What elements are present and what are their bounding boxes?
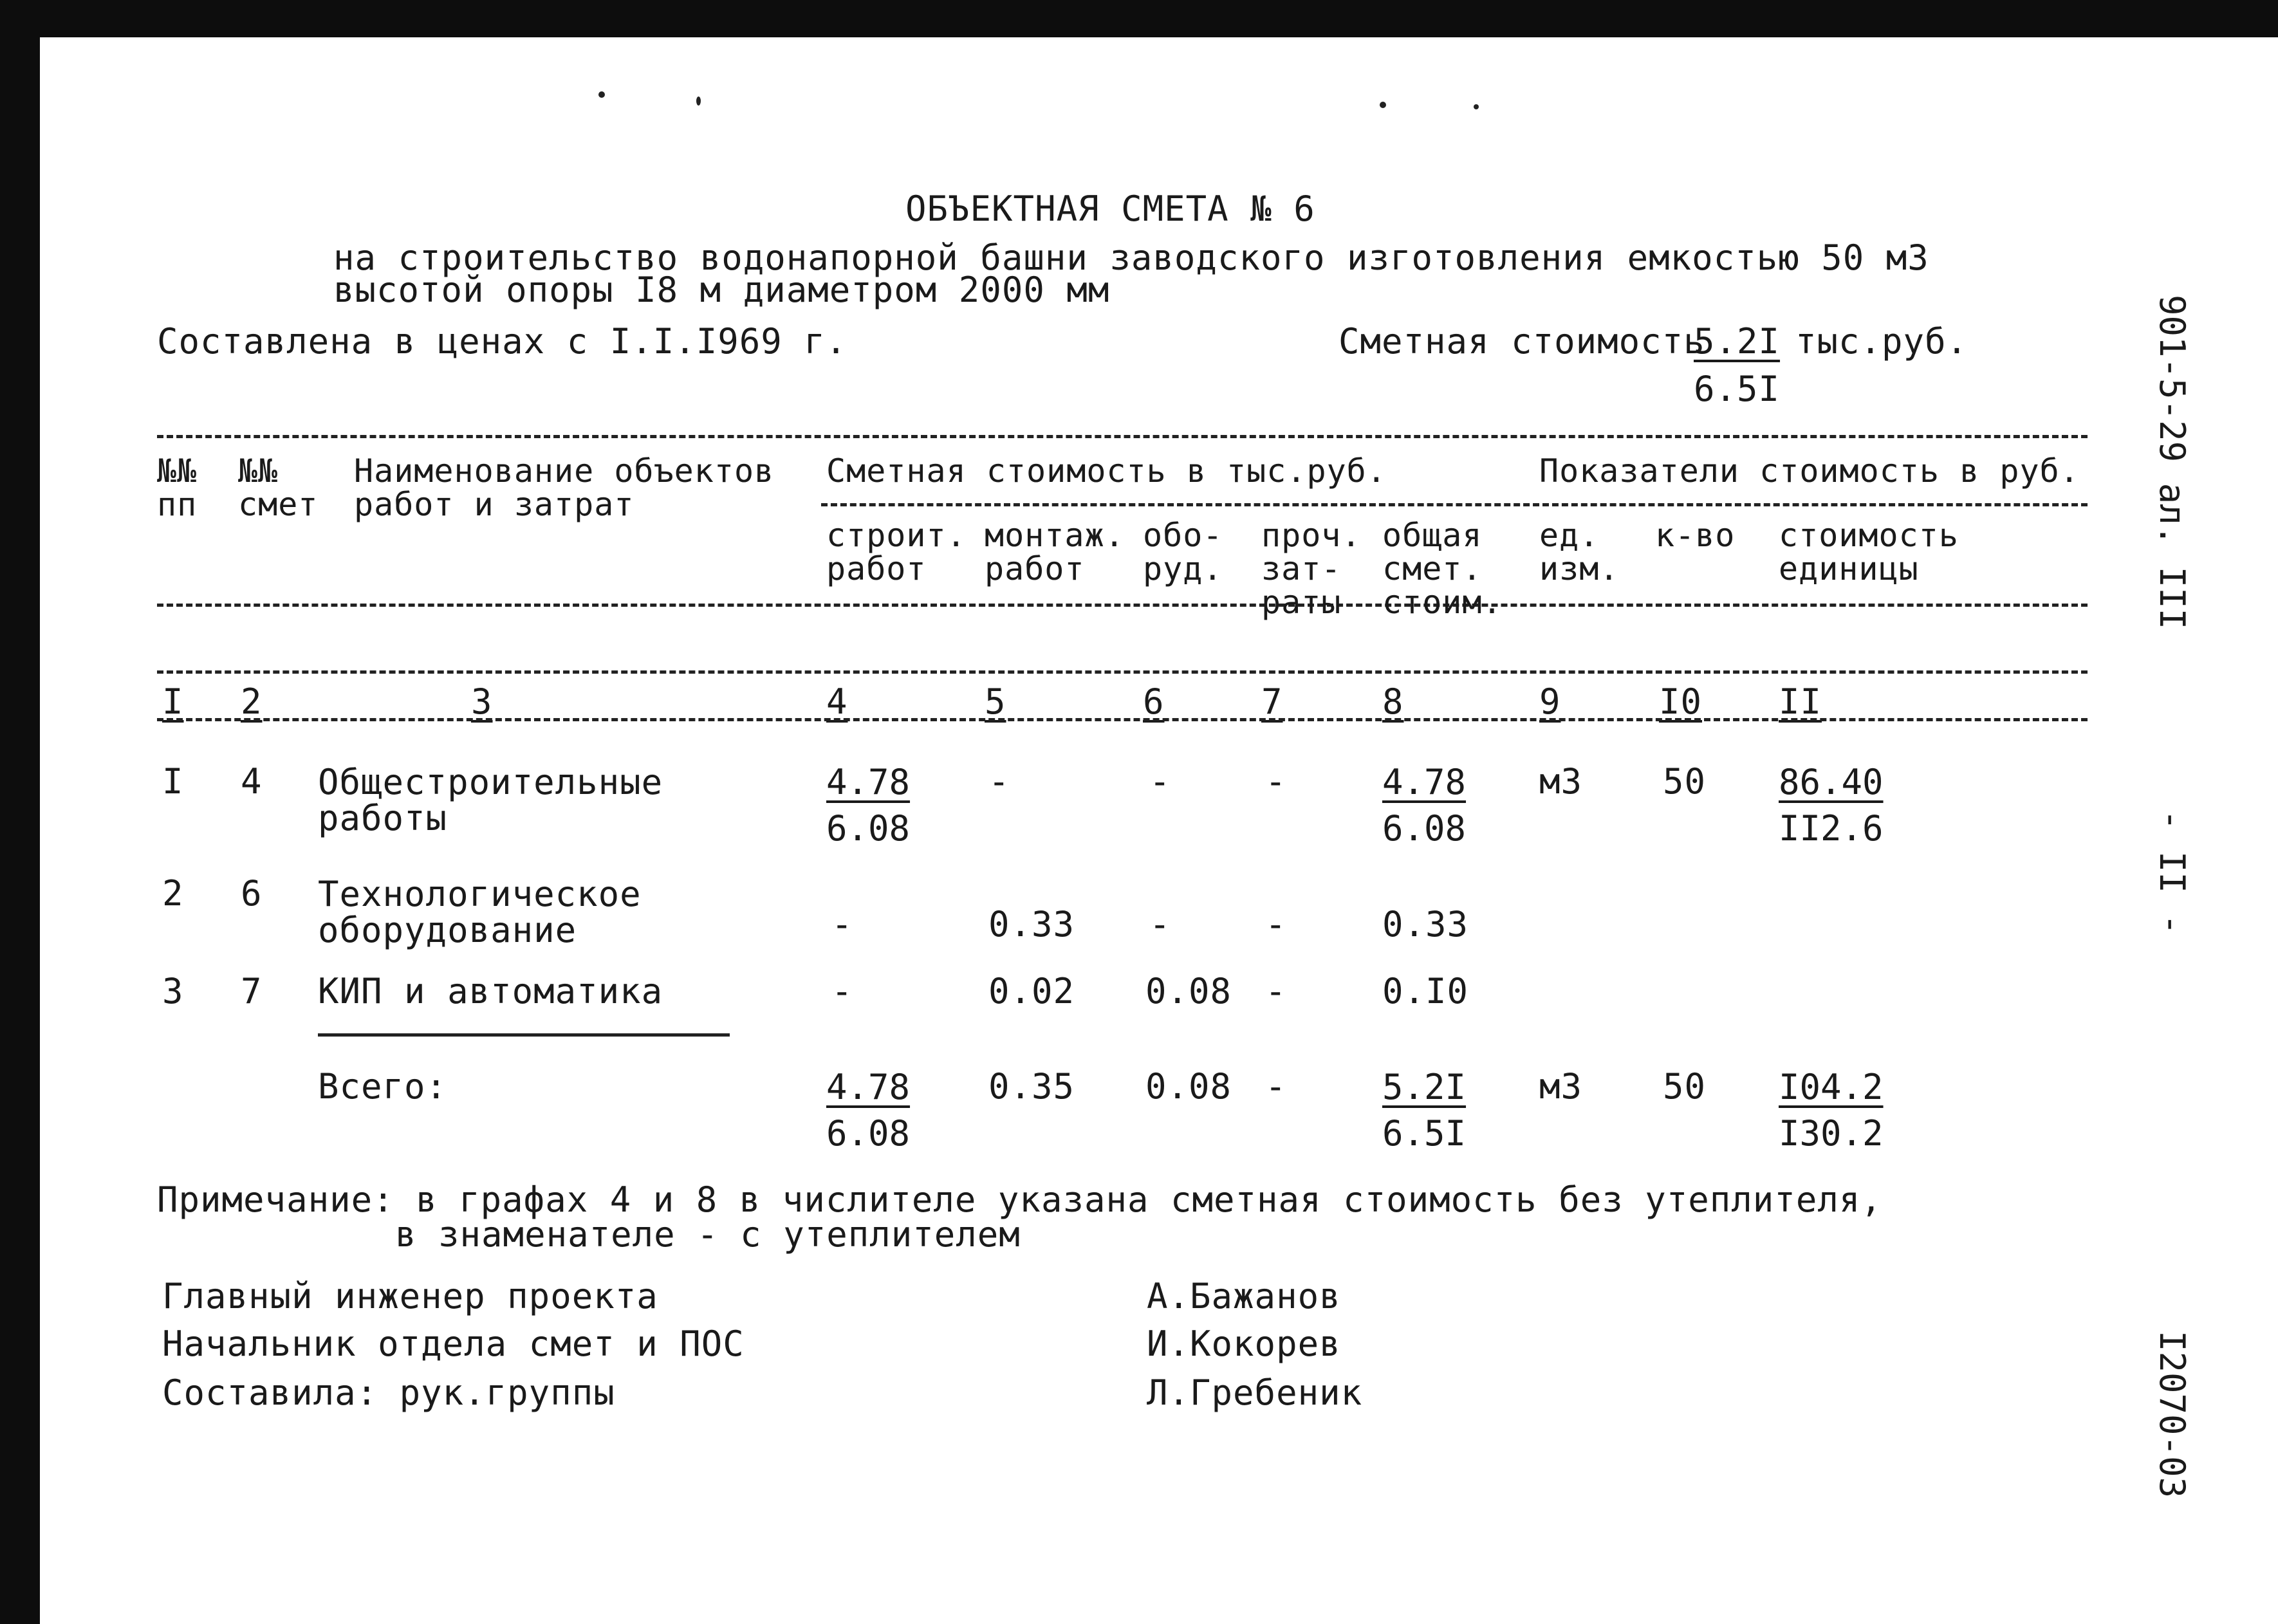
- signature-role-2: Начальник отдела смет и ПОС: [162, 1324, 745, 1364]
- header-col-name: Наименование объектов работ и затрат: [354, 452, 775, 523]
- colnum-10: I0: [1659, 681, 1703, 722]
- total-col6: 0.08: [1145, 1066, 1232, 1107]
- total-col8: [1382, 1069, 1466, 1152]
- total-col9: м3: [1539, 1066, 1583, 1107]
- row1-col8: [1382, 764, 1466, 847]
- row1-col11: [1779, 764, 1884, 847]
- total-col7: -: [1265, 1066, 1287, 1107]
- colnum-5: 5: [985, 681, 1006, 722]
- total-col4-numerator: 4.78: [826, 1067, 911, 1107]
- subtitle-line-1: на строительство водонапорной башни заводского изготовления емкостью 50 м3: [333, 237, 1929, 278]
- header-col-7: проч. зат- раты: [1261, 517, 1362, 621]
- row1-name: Общестроительные работы: [318, 762, 663, 838]
- colnum-4: 4: [826, 681, 848, 722]
- header-col-4: строит. работ: [826, 517, 967, 587]
- row3-col8: 0.I0: [1382, 971, 1469, 1011]
- total-col11-numerator: I04.2: [1779, 1067, 1884, 1107]
- row2-col6: -: [1149, 904, 1171, 945]
- header-col-11: стоимость единицы: [1779, 517, 1959, 587]
- row2-pp: 2: [162, 873, 184, 914]
- row1-col11-denominator: II2.6: [1779, 808, 1884, 849]
- signature-name-1: А.Бажанов: [1147, 1276, 1341, 1316]
- table-rule-group: [821, 503, 2088, 506]
- side-doc-code: 901-5-29 ал. III: [2152, 295, 2192, 630]
- row1-col8-numerator: 4.78: [1382, 762, 1467, 802]
- colnum-7: 7: [1261, 681, 1283, 722]
- colnum-2: 2: [241, 681, 263, 722]
- total-col5: 0.35: [988, 1066, 1075, 1107]
- colnum-1: I: [162, 681, 184, 722]
- row1-col10: 50: [1663, 761, 1707, 802]
- colnum-8: 8: [1382, 681, 1404, 722]
- row2-col5: 0.33: [988, 904, 1075, 945]
- colnum-6: 6: [1143, 681, 1165, 722]
- total-col8-numerator: 5.2I: [1382, 1067, 1467, 1107]
- total-col11-denominator: I30.2: [1779, 1113, 1884, 1154]
- document-page: [40, 37, 2278, 1624]
- total-label: Всего:: [318, 1066, 448, 1107]
- header-group-cost: Сметная стоимость в тыс.руб.: [826, 452, 1387, 490]
- cost-unit: тыс.руб.: [1795, 321, 1968, 362]
- scan-border-top: [0, 0, 2278, 37]
- row1-col7: -: [1265, 761, 1287, 802]
- row2-col4: -: [831, 904, 853, 945]
- table-rule-header-bottom: [157, 604, 2088, 607]
- scan-mark: [1474, 104, 1479, 109]
- row3-smet: 7: [241, 971, 263, 1011]
- row3-col5: 0.02: [988, 971, 1075, 1011]
- header-group-indicators: Показатели стоимость в руб.: [1539, 452, 2080, 490]
- colnum-3: 3: [471, 681, 493, 722]
- row1-col4-numerator: 4.78: [826, 762, 911, 802]
- total-col8-denominator: 6.5I: [1382, 1113, 1467, 1154]
- row1-col4: [826, 764, 910, 847]
- row3-col4: -: [831, 971, 853, 1011]
- header-col-9: ед. изм.: [1539, 517, 1620, 587]
- header-col-10: к-во: [1655, 517, 1736, 554]
- header-col-8: общая смет. стоим.: [1382, 517, 1503, 621]
- row2-name: Технологическое оборудование: [318, 874, 642, 950]
- row1-col11-numerator: 86.40: [1779, 762, 1884, 802]
- note-line-1: Примечание: в графах 4 и 8 в числителе указана сметная стоимость без утеплителя,: [157, 1179, 1882, 1220]
- row1-col5: -: [988, 761, 1010, 802]
- signature-name-3: Л.Гребеник: [1147, 1372, 1363, 1413]
- row1-pp: I: [162, 761, 184, 802]
- header-col-6: обо- руд.: [1143, 517, 1223, 587]
- header-col-5: монтаж. работ: [985, 517, 1125, 587]
- header-col-pp: №№ пп: [157, 452, 198, 523]
- scan-border-left: [0, 0, 40, 1624]
- row2-col7: -: [1265, 904, 1287, 945]
- row1-smet: 4: [241, 761, 263, 802]
- signature-role-3: Составила: рук.группы: [162, 1372, 615, 1413]
- side-archive-number: I2070-03: [2152, 1331, 2192, 1499]
- row1-col8-denominator: 6.08: [1382, 808, 1467, 849]
- table-rule-top: [157, 435, 2088, 438]
- row1-col4-denominator: 6.08: [826, 808, 911, 849]
- colnum-9: 9: [1539, 681, 1561, 722]
- note-line-2: в знаменателе - с утеплителем: [395, 1214, 1021, 1255]
- colnum-11: II: [1779, 681, 1822, 722]
- header-col-smet: №№ смет: [238, 452, 319, 523]
- total-col4-denominator: 6.08: [826, 1113, 911, 1154]
- row1-col6: -: [1149, 761, 1171, 802]
- scan-mark: [696, 97, 701, 106]
- total-col4: [826, 1069, 910, 1152]
- row1-col9: м3: [1539, 761, 1583, 802]
- total-separator: [318, 1033, 730, 1037]
- cost-denominator: 6.5I: [1694, 369, 1781, 409]
- scan-mark: [1380, 102, 1386, 108]
- total-col11: [1779, 1069, 1884, 1152]
- row3-col7: -: [1265, 971, 1287, 1011]
- signature-role-1: Главный инженер проекта: [162, 1276, 658, 1316]
- subtitle-line-2: высотой опоры I8 м диаметром 2000 мм: [333, 270, 1110, 310]
- side-page-number: - II -: [2152, 809, 2192, 936]
- table-rule-colnums: [157, 670, 2088, 674]
- document-title: ОБЪЕКТНАЯ СМЕТА № 6: [905, 189, 1315, 229]
- row3-name: КИП и автоматика: [318, 971, 663, 1011]
- row2-smet: 6: [241, 873, 263, 914]
- cost-label: Сметная стоимость: [1338, 321, 1705, 362]
- row3-pp: 3: [162, 971, 184, 1011]
- cost-numerator: 5.2I: [1694, 321, 1781, 362]
- row2-col8: 0.33: [1382, 904, 1469, 945]
- total-col10: 50: [1663, 1066, 1707, 1107]
- prices-date: Составлена в ценах с I.I.I969 г.: [157, 321, 847, 362]
- signature-name-2: И.Кокорев: [1147, 1324, 1341, 1364]
- scan-mark: [598, 91, 605, 98]
- table-rule-colnums-underline: [157, 718, 2088, 721]
- row3-col6: 0.08: [1145, 971, 1232, 1011]
